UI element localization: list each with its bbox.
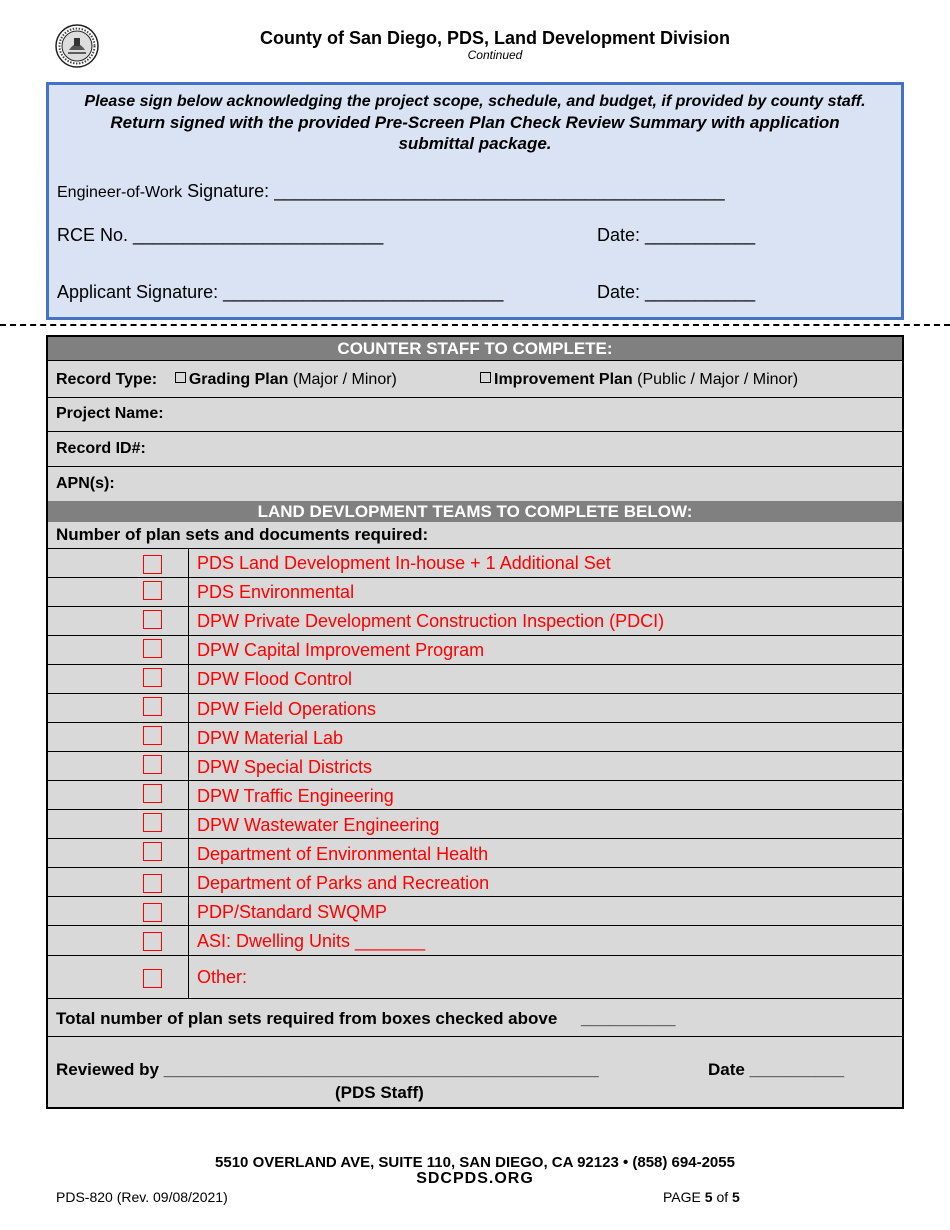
checklist-item[interactable] xyxy=(48,607,902,636)
reviewed-by-field[interactable]: ______________________________________________ xyxy=(163,1060,599,1079)
signature-label: Signature: xyxy=(187,181,270,201)
checkbox[interactable] xyxy=(143,610,162,629)
checklist-item-other[interactable] xyxy=(48,956,902,999)
improvement-plan-checkbox[interactable] xyxy=(480,372,491,383)
checklist-item-label: Other: xyxy=(197,967,248,987)
apn-label: APN(s): xyxy=(56,475,115,492)
checklist-item-label: ASI: Dwelling Units _______ xyxy=(197,931,426,951)
review-date-label: Date xyxy=(708,1060,745,1079)
improvement-plan-label: Improvement Plan xyxy=(494,371,633,388)
applicant-label: Applicant Signature: xyxy=(57,282,219,302)
checklist-item-label: Department of Parks and Recreation xyxy=(197,873,490,893)
reviewed-by-row[interactable] xyxy=(48,1037,902,1105)
checklist-item-label: DPW Flood Control xyxy=(197,669,353,689)
page-total: 5 xyxy=(732,1189,740,1205)
counter-staff-heading: COUNTER STAFF TO COMPLETE: xyxy=(48,337,902,360)
checklist-item-label: DPW Private Development Construction Inspection (PDCI) xyxy=(197,611,665,631)
record-id-row[interactable] xyxy=(48,432,902,467)
checklist-item[interactable] xyxy=(48,752,902,781)
checklist-item[interactable] xyxy=(48,868,902,897)
review-date-field[interactable]: __________ xyxy=(749,1060,845,1079)
rce-number-field[interactable]: _________________________ xyxy=(133,225,384,245)
record-type-row xyxy=(48,360,902,398)
cut-line-divider xyxy=(0,324,950,326)
checkbox[interactable] xyxy=(143,555,162,574)
counter-staff-table xyxy=(46,335,904,1109)
grading-plan-checkbox[interactable] xyxy=(175,372,186,383)
acknowledgement-box xyxy=(46,82,904,320)
checklist-item[interactable] xyxy=(48,926,902,956)
checkbox[interactable] xyxy=(143,784,162,803)
checklist-item[interactable] xyxy=(48,578,902,607)
applicant-date-line[interactable] xyxy=(597,282,755,303)
project-name-row[interactable] xyxy=(48,397,902,432)
form-number: PDS-820 (Rev. 09/08/2021) xyxy=(56,1189,228,1205)
apn-row[interactable] xyxy=(48,467,902,500)
checklist-item[interactable] xyxy=(48,636,902,665)
checklist-item[interactable] xyxy=(48,897,902,926)
date-label: Date: xyxy=(597,282,641,302)
checkbox[interactable] xyxy=(143,581,162,600)
grading-plan-label: Grading Plan xyxy=(188,371,289,388)
applicant-signature-field[interactable]: ____________________________ xyxy=(223,282,504,302)
plan-sets-row xyxy=(48,522,902,549)
engineer-signature-field[interactable]: _____________________________________________ xyxy=(274,181,725,201)
pds-staff-label: (PDS Staff) xyxy=(335,1083,424,1102)
rce-date-line[interactable] xyxy=(597,225,755,246)
checkbox[interactable] xyxy=(143,903,162,922)
checklist-item-label: DPW Special Districts xyxy=(197,757,373,777)
page-current: 5 xyxy=(704,1189,713,1205)
page-title: County of San Diego, PDS, Land Development Division xyxy=(259,28,731,48)
checklist-item-label: DPW Wastewater Engineering xyxy=(197,815,440,835)
project-name-label: Project Name: xyxy=(56,405,164,422)
reviewed-by-label: Reviewed by xyxy=(56,1060,159,1079)
footer-website: SDCPDS.ORG xyxy=(416,1170,534,1187)
checklist-item-label: DPW Capital Improvement Program xyxy=(197,640,485,660)
checklist-item[interactable] xyxy=(48,810,902,839)
page-of: of xyxy=(716,1189,729,1205)
plan-sets-label: Number of plan sets and documents required: xyxy=(56,525,429,544)
page-prefix: PAGE xyxy=(663,1189,701,1205)
checkbox[interactable] xyxy=(143,668,162,687)
checklist-item-label: PDS Land Development In-house + 1 Additional Set xyxy=(197,553,611,573)
engineer-signature-line[interactable] xyxy=(57,181,725,202)
checklist-item-label: DPW Material Lab xyxy=(197,728,344,748)
checkbox[interactable] xyxy=(143,755,162,774)
rce-date-field[interactable]: ___________ xyxy=(645,225,756,245)
date-label: Date: xyxy=(597,225,641,245)
instructions-line-3: submittal package. xyxy=(398,134,552,153)
applicant-date-field[interactable]: ___________ xyxy=(645,282,756,302)
engineer-label: Engineer-of-Work xyxy=(57,184,183,201)
checklist-item-label: DPW Traffic Engineering xyxy=(197,786,394,806)
record-id-label: Record ID#: xyxy=(56,440,146,457)
checklist-item-label: PDP/Standard SWQMP xyxy=(197,902,388,922)
rce-number-line[interactable] xyxy=(57,225,383,246)
record-type-label: Record Type: xyxy=(56,371,158,388)
checklist-item-label: DPW Field Operations xyxy=(197,699,377,719)
checklist-item[interactable] xyxy=(48,781,902,810)
checklist-item[interactable] xyxy=(48,665,902,694)
checkbox[interactable] xyxy=(143,874,162,893)
checklist-item[interactable] xyxy=(48,839,902,868)
checklist-item[interactable] xyxy=(48,694,902,723)
footer-address: 5510 OVERLAND AVE, SUITE 110, SAN DIEGO, CA 92123 • (858) 694-2055 xyxy=(215,1154,735,1171)
checklist-item-label: Department of Environmental Health xyxy=(197,844,489,864)
checklist-item-label: PDS Environmental xyxy=(197,582,355,602)
grading-plan-options: (Major / Minor) xyxy=(292,371,397,388)
total-plan-sets-field[interactable]: __________ xyxy=(580,1009,676,1028)
page-subtitle: Continued xyxy=(467,48,523,62)
total-plan-sets-row[interactable] xyxy=(48,999,902,1037)
rce-label: RCE No. xyxy=(57,225,129,245)
checkbox[interactable] xyxy=(143,842,162,861)
instructions-line-2: Return signed with the provided Pre-Screen Plan Check Review Summary with application xyxy=(110,113,840,132)
teams-heading: LAND DEVLOPMENT TEAMS TO COMPLETE BELOW: xyxy=(48,501,902,522)
applicant-signature-line[interactable] xyxy=(57,282,503,303)
checkbox[interactable] xyxy=(143,726,162,745)
checkbox[interactable] xyxy=(143,813,162,832)
instructions-line-1: Please sign below acknowledging the project scope, schedule, and budget, if provided by county staff. xyxy=(84,93,866,110)
checkbox[interactable] xyxy=(143,639,162,658)
total-plan-sets-label: Total number of plan sets required from boxes checked above xyxy=(56,1009,558,1028)
page-number xyxy=(663,1189,740,1205)
checkbox[interactable] xyxy=(143,932,162,951)
checklist-item[interactable] xyxy=(48,549,902,578)
checkbox[interactable] xyxy=(143,969,162,988)
checklist-item[interactable] xyxy=(48,723,902,752)
improvement-plan-options: (Public / Major / Minor) xyxy=(637,371,799,388)
checkbox[interactable] xyxy=(143,697,162,716)
acknowledgement-instructions xyxy=(49,91,901,154)
